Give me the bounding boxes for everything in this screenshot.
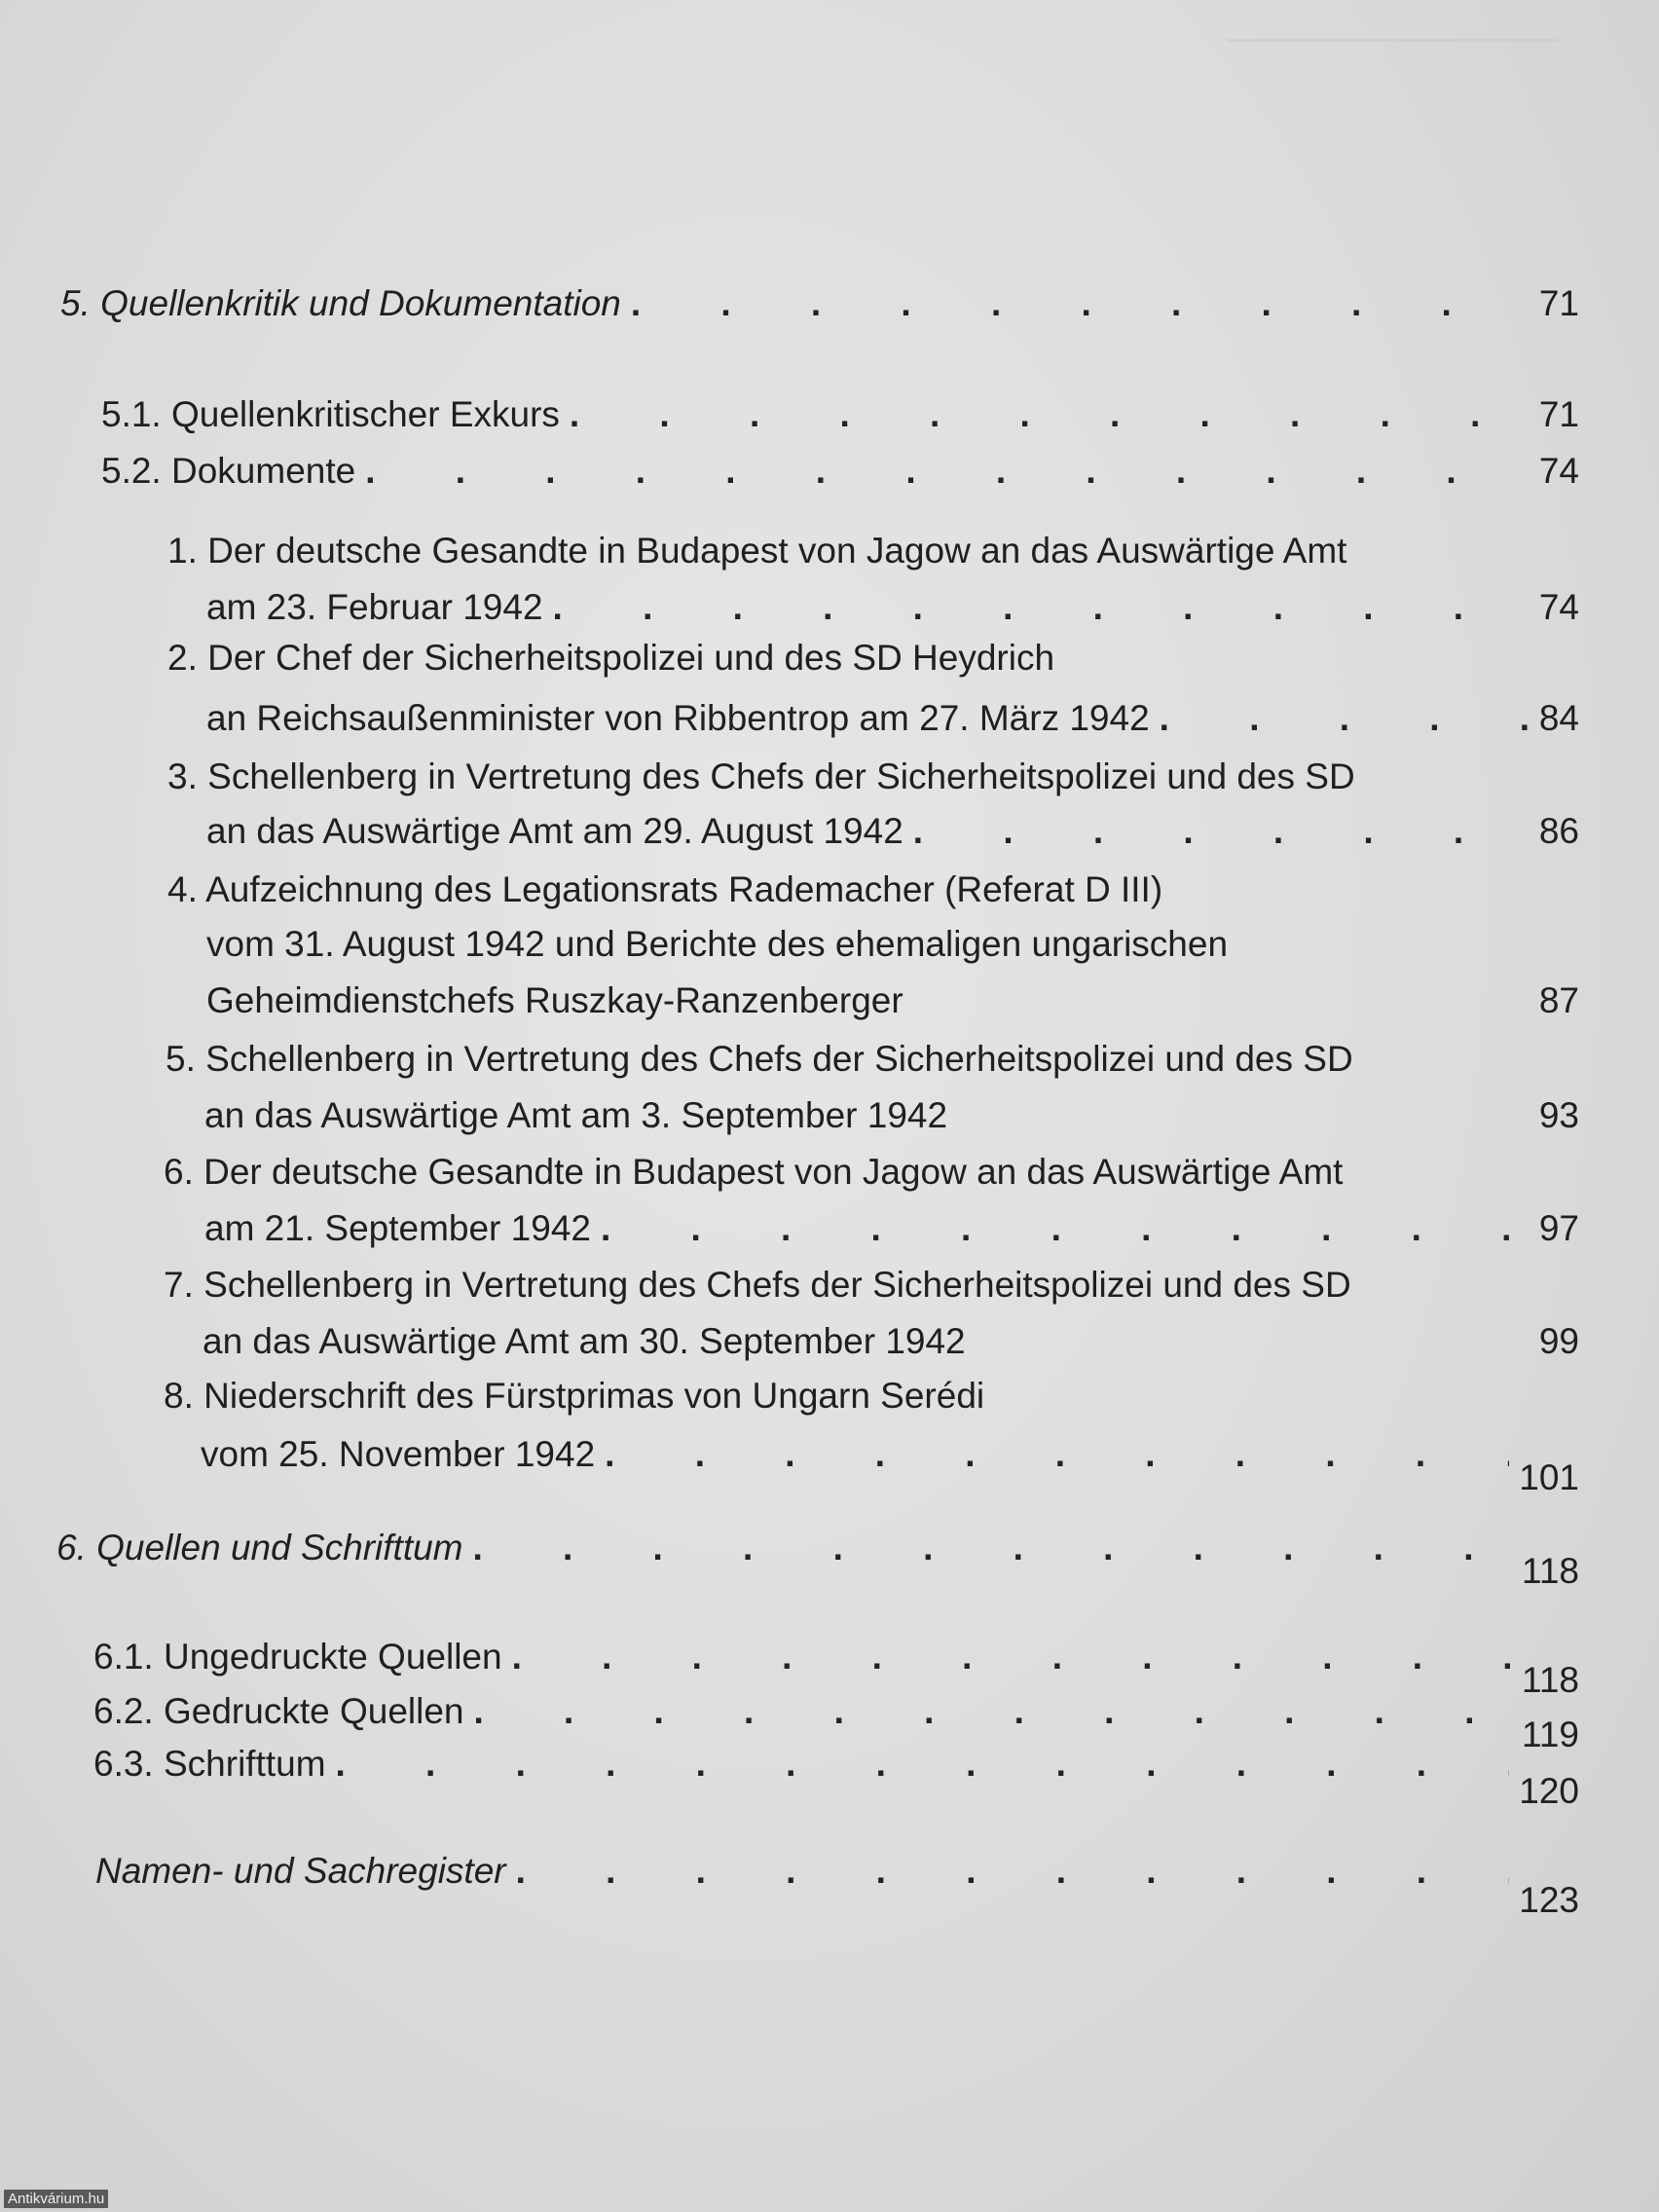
- toc-register-page: 123: [1519, 1880, 1579, 1920]
- doc-3-entry[interactable]: [206, 810, 1579, 853]
- leader-dots: [512, 1636, 1512, 1678]
- toc-entry-5-1-title: 5.1. Quellenkritischer Exkurs: [101, 394, 560, 434]
- doc-8-page: 101: [1519, 1457, 1579, 1497]
- leader-dots: [570, 393, 1530, 436]
- toc-section-5[interactable]: [60, 282, 1579, 325]
- doc-7-entry[interactable]: [203, 1320, 1579, 1363]
- doc-4-page: 87: [1538, 980, 1579, 1020]
- doc-4-line-2: vom 31. August 1942 und Berichte des ehemaligen ungarischen: [206, 924, 1229, 964]
- toc-entry-6-1[interactable]: [93, 1636, 1579, 1700]
- doc-2-line-1[interactable]: 2. Der Chef der Sicherheitspolizei und des SD Heydrich: [167, 638, 1055, 678]
- leader-dots: [601, 1207, 1530, 1250]
- doc-1-page: 74: [1538, 587, 1579, 627]
- doc-5-page: 93: [1538, 1095, 1579, 1135]
- leader-dots: [913, 810, 1530, 853]
- bleed-through-decoration: [1227, 0, 1558, 42]
- toc-section-5-page: 71: [1538, 283, 1579, 323]
- leader-dots: [605, 1433, 1509, 1476]
- doc-7-line-2: an das Auswärtige Amt am 30. September 1942: [203, 1321, 966, 1361]
- toc-entry-6-3-title: 6.3. Schrifttum: [93, 1744, 326, 1784]
- doc-3-line-2: an das Auswärtige Amt am 29. August 1942: [206, 811, 903, 851]
- doc-4-line-3: Geheimdienstchefs Ruszkay-Ranzenberger: [206, 980, 903, 1020]
- toc-entry-5-2[interactable]: [101, 450, 1579, 493]
- toc-entry-6-3[interactable]: [93, 1743, 1579, 1811]
- toc-section-5-title: 5. Quellenkritik und Dokumentation: [60, 283, 621, 323]
- leader-dots: [473, 1527, 1513, 1569]
- toc-entry-6-3-page: 120: [1519, 1771, 1579, 1811]
- doc-4-entry[interactable]: [206, 979, 1579, 1022]
- toc-register-title: Namen- und Sachregister: [95, 1851, 506, 1891]
- leader-dots: [516, 1850, 1510, 1893]
- doc-1-line-1[interactable]: 1. Der deutsche Gesandte in Budapest von Jagow an das Auswärtige Amt: [167, 531, 1347, 571]
- toc-entry-6-1-page: 118: [1522, 1660, 1579, 1700]
- doc-8-entry[interactable]: [201, 1433, 1579, 1497]
- doc-6-entry[interactable]: [204, 1207, 1579, 1250]
- toc-entry-5-1[interactable]: [101, 393, 1579, 436]
- doc-1-entry[interactable]: [206, 586, 1579, 629]
- doc-8-line-2: vom 25. November 1942: [201, 1434, 596, 1474]
- doc-1-line-2: am 23. Februar 1942: [206, 587, 543, 627]
- toc-entry-6-2-title: 6.2. Gedruckte Quellen: [93, 1691, 464, 1731]
- toc-entry-5-1-page: 71: [1538, 394, 1579, 434]
- toc-section-6[interactable]: [56, 1527, 1579, 1591]
- leader-dots: [1160, 697, 1530, 740]
- doc-3-page: 86: [1538, 811, 1579, 851]
- site-watermark: Antikvárium.hu: [4, 2190, 108, 2208]
- toc-entry-6-2-page: 119: [1522, 1714, 1579, 1754]
- toc-entry-5-2-title: 5.2. Dokumente: [101, 451, 356, 491]
- leader-dots: [553, 586, 1530, 629]
- doc-2-entry[interactable]: [206, 697, 1579, 740]
- doc-8-line-1[interactable]: 8. Niederschrift des Fürstprimas von Ungarn Serédi: [164, 1376, 985, 1416]
- leader-dots: [365, 450, 1530, 493]
- doc-5-entry[interactable]: [204, 1094, 1579, 1137]
- doc-7-line-1[interactable]: 7. Schellenberg in Vertretung des Chefs der Sicherheitspolizei und des SD: [164, 1265, 1351, 1305]
- toc-register[interactable]: [95, 1850, 1579, 1920]
- doc-5-line-1[interactable]: 5. Schellenberg in Vertretung des Chefs der Sicherheitspolizei und des SD: [166, 1039, 1353, 1079]
- doc-6-line-2: am 21. September 1942: [204, 1208, 591, 1248]
- doc-2-page: 84: [1538, 698, 1579, 738]
- doc-7-page: 99: [1538, 1321, 1579, 1361]
- toc-section-6-title: 6. Quellen und Schrifttum: [56, 1528, 463, 1567]
- doc-2-line-2: an Reichsaußenminister von Ribbentrop am 27. März 1942: [206, 698, 1150, 738]
- toc-entry-6-2[interactable]: [93, 1690, 1579, 1754]
- leader-dots: [631, 282, 1530, 325]
- doc-4-line-1[interactable]: 4. Aufzeichnung des Legationsrats Rademacher (Referat D III): [167, 869, 1163, 909]
- doc-5-line-2: an das Auswärtige Amt am 3. September 1942: [204, 1095, 948, 1135]
- toc-entry-5-2-page: 74: [1538, 451, 1579, 491]
- doc-6-page: 97: [1538, 1208, 1579, 1248]
- leader-dots: [474, 1690, 1513, 1733]
- doc-3-line-1[interactable]: 3. Schellenberg in Vertretung des Chefs der Sicherheitspolizei und des SD: [167, 756, 1355, 796]
- toc-entry-6-1-title: 6.1. Ungedruckte Quellen: [93, 1637, 502, 1677]
- leader-dots: [336, 1743, 1510, 1786]
- doc-6-line-1[interactable]: 6. Der deutsche Gesandte in Budapest von Jagow an das Auswärtige Amt: [164, 1152, 1344, 1192]
- toc-section-6-page: 118: [1522, 1551, 1579, 1591]
